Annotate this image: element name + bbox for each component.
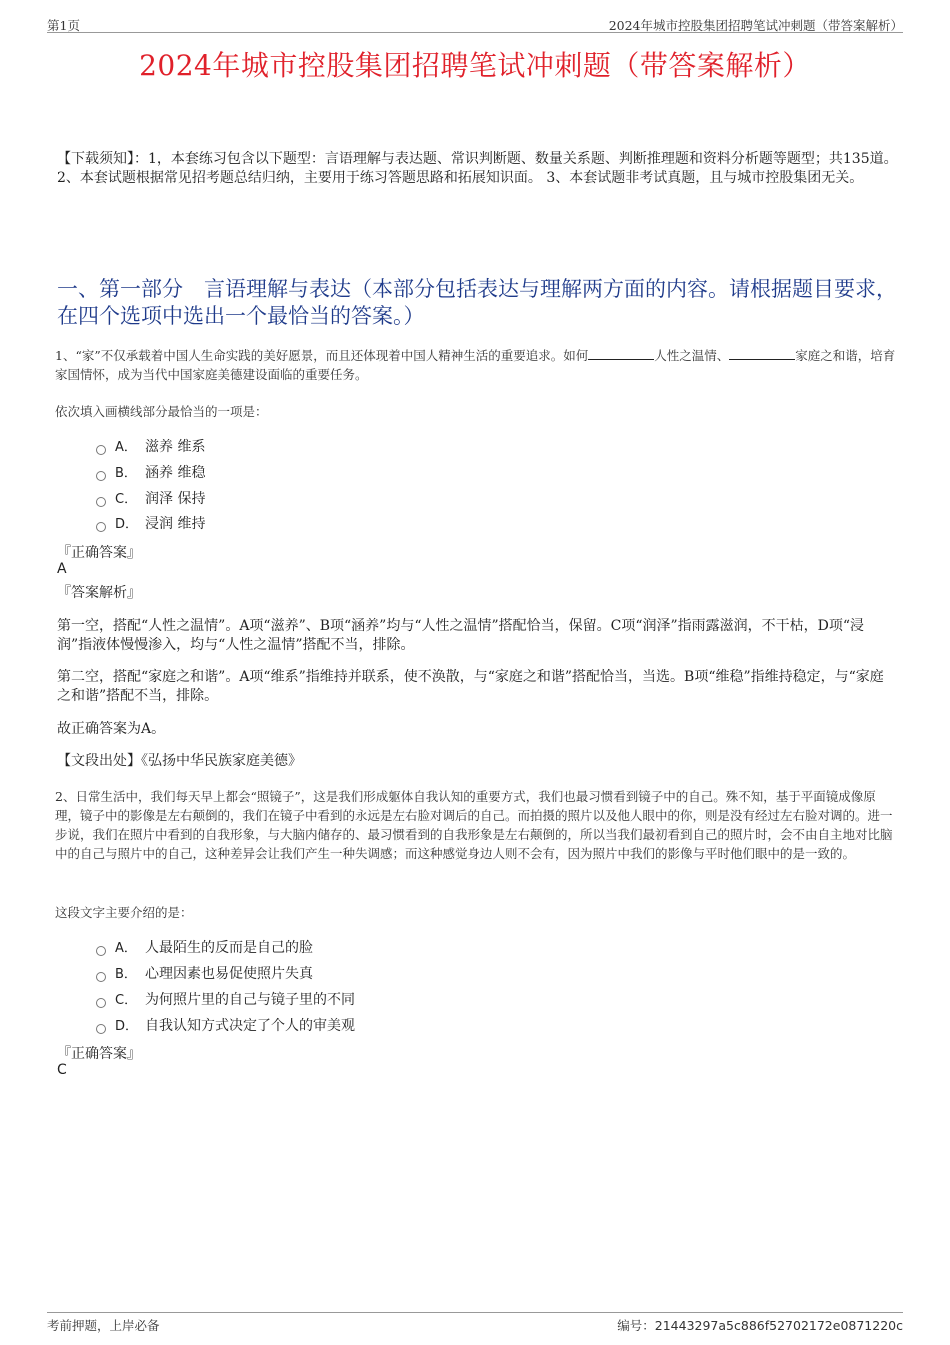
header-doc-title: 2024年城市控股集团招聘笔试冲刺题（带答案解析） [608,18,903,33]
question-1-prompt: 依次填入画横线部分最恰当的一项是： [55,404,268,419]
q2-option-b[interactable]: B． 心理因素也易促使照片失真 [96,963,313,985]
page-title: 2024年城市控股集团招聘笔试冲刺题（带答案解析） [139,49,811,82]
footer-code: 编号：21443297a5c886f52702172e0871220c [617,1318,903,1333]
page-number: 第1页 [47,18,80,33]
q2-option-a[interactable]: A． 人最陌生的反而是自己的脸 [96,937,313,959]
footer-slogan: 考前押题，上岸必备 [47,1318,160,1333]
radio-icon[interactable] [96,497,106,507]
question-2-prompt: 这段文字主要介绍的是： [55,905,193,920]
question-2-text: 2、日常生活中，我们每天早上都会“照镜子”，这是我们形成躯体自我认知的重要方式，我们也最习惯看到镜子中的自己。殊不知，基于平面镜成像原理，镜子中的影像是左右颠倒的，我们在镜子中看到的永远是左右脸对调后的自己。而拍摄的照片以及他人眼中的你，则是没有经过左右脸对调的。进一步说，我们在照片中看到的自我形象，与大脑内储存的、最习惯看到的自我形象是左右颠倒的，所以当我们最初看到自己的照片时，会不由自主地对比脑中的自己与照片中的自己，这种差异会让我们产生一种失调感；而这种感觉身边人则不会有，因为照片中我们的影像与平时他们眼中的是一致的。 [55,789,893,861]
section-heading: 一、第一部分 言语理解与表达（本部分包括表达与理解两方面的内容。请根据题目要求，在四个选项中选出一个最恰当的答案。） [57,277,897,328]
blank-1 [588,347,654,360]
download-notice: 【下载须知】：1，本套练习包含以下题型：言语理解与表达题、常识判断题、数量关系题、判断推理题和资料分析题等题型；共135道。 2、本套试题根据常见招考题总结归纳，主要用于练习答题思路和拓展知识面。 3、本套试题非考试真题，且与城市控股集团无关。 [57,151,898,186]
q1-analysis-2: 第二空，搭配“家庭之和谐”。A项“维系”指维持并联系，使不涣散，与“家庭之和谐”搭配恰当，当选。B项“维稳”指维持稳定，与“家庭之和谐”搭配不当，排除。 [57,669,884,704]
q1-option-d[interactable]: D． 浸润 维持 [96,513,205,535]
q2-option-c[interactable]: C． 为何照片里的自己与镜子里的不同 [96,989,355,1011]
question-1-text: 1、“家”不仅承载着中国人生命实践的美好愿景，而且还体现着中国人精神生活的重要追求。如何 人性之温情、 家庭之和谐，培育家国情怀，成为当代中国家庭美德建设面临的重要任务。 [55,348,896,382]
page-footer [47,1312,903,1337]
q2-option-d[interactable]: D． 自我认知方式决定了个人的审美观 [96,1015,355,1037]
q1-option-a[interactable]: A． 滋养 维系 [96,436,205,458]
q2-answer-label: 『正确答案』 [57,1046,141,1062]
q1-conclusion: 故正确答案为A。 [57,721,166,737]
q1-analysis-1: 第一空，搭配“人性之温情”。A项“滋养”、B项“涵养”均与“人性之温情”搭配恰当，保留。C项“润泽”指雨露滋润，不干枯，D项“浸润”指液体慢慢渗入，均与“人性之温情”搭配不当，排除。 [57,618,865,653]
radio-icon[interactable] [96,445,106,455]
q1-analysis-label: 『答案解析』 [57,585,141,601]
q1-option-b[interactable]: B． 涵养 维稳 [96,462,205,484]
radio-icon[interactable] [96,522,106,532]
radio-icon[interactable] [96,946,106,956]
radio-icon[interactable] [96,1024,106,1034]
q1-source: 【文段出处】《弘扬中华民族家庭美德》 [57,753,302,769]
radio-icon[interactable] [96,972,106,982]
q1-option-c[interactable]: C． 润泽 保持 [96,488,205,510]
q2-answer: C [57,1062,67,1078]
radio-icon[interactable] [96,998,106,1008]
q1-answer-label: 『正确答案』 [57,545,141,561]
q1-answer: A [57,561,67,577]
page-header [47,14,903,33]
radio-icon[interactable] [96,471,106,481]
blank-2 [729,347,795,360]
